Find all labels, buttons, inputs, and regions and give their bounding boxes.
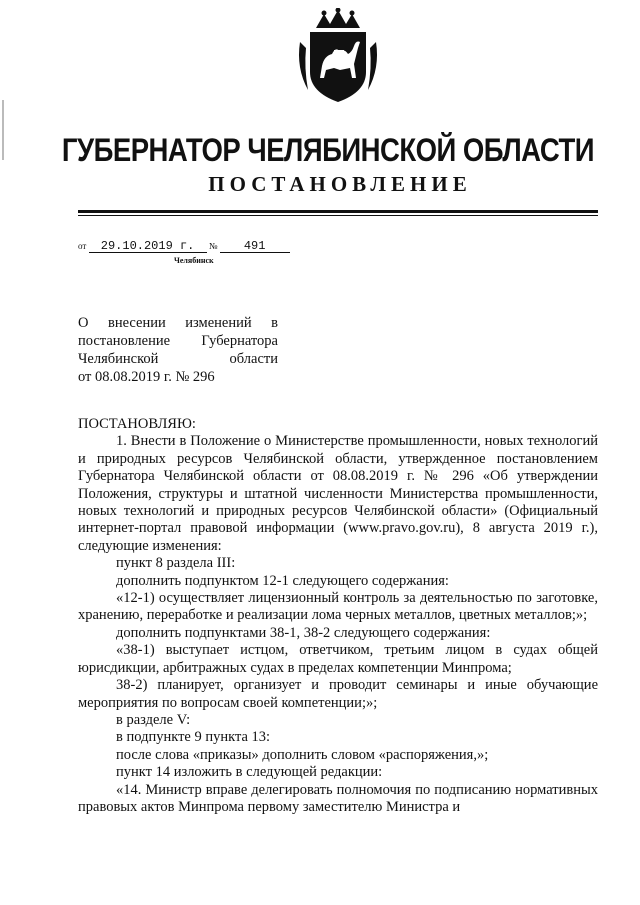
issuer-title: ГУБЕРНАТОР ЧЕЛЯБИНСКОЙ ОБЛАСТИ [61,132,595,168]
body-paragraph: «12-1) осуществляет лицензионный контроль за деятельностью по заготовке, хранению, переработке и реализации лома черных металлов, цветных металлов;»; [78,590,598,624]
decree-date: 29.10.2019 г. [89,240,207,253]
city-label: Челябинск [174,256,214,265]
body-paragraph: пункт 14 изложить в следующей редакции: [116,764,383,781]
subject-line: Челябинской области [78,351,278,367]
scan-margin-mark [2,100,4,160]
from-label: от [78,241,87,251]
document-type: ПОСТАНОВЛЕНИЕ [208,172,472,196]
header-rule-thick [78,210,598,213]
body-paragraph: дополнить подпунктами 38-1, 38-2 следующего содержания: [116,624,491,641]
body-paragraph: «14. Министр вправе делегировать полномочия по подписанию нормативных правовых актов Минпрома первому заместителю Министра и [78,781,598,815]
subject-line: от 08.08.2019 г. № 296 [78,369,215,385]
subject-line: О внесении изменений в [78,315,278,331]
body-paragraph: 38-2) планирует, организует и проводит семинары и иные обучающие мероприятия по вопросам своей компетенции;»; [78,677,598,711]
body-paragraph: после слова «приказы» дополнить словом «распоряжения,»; [116,746,489,763]
body-paragraph: пункт 8 раздела III: [116,555,236,572]
body-paragraph: 1. Внести в Положение о Министерстве промышленности, новых технологий и природных ресурсов Челябинской области, утвержденное постановлением Губернатора Челябинской области от 08.08.2019 г. № 296 «Об утверждении Положения, структуры и штатной численности Министерства промышленности, новых технологий и природных ресурсов Челябинской области» (Официальный интернет-портал правовой информации (www.pravo.gov.ru), 8 августа 2019 г.), следующие изменения: [78,433,598,554]
subject-block [78,314,278,386]
resolve-heading: ПОСТАНОВЛЯЮ: [78,416,196,432]
body-paragraph: в разделе V: [116,711,191,728]
coat-of-arms-icon [294,8,382,106]
decree-body [78,416,598,816]
number-label: № [208,241,218,251]
registration-line [78,240,290,253]
header-rule-thin [78,215,598,216]
body-paragraph: «38-1) выступает истцом, ответчиком, третьим лицом в судах общей юрисдикции, арбитражных судах в пределах компетенции Минпрома; [78,642,598,676]
decree-number: 491 [220,240,290,253]
subject-line: постановление Губернатора [78,333,278,349]
body-paragraph: дополнить подпунктом 12-1 следующего содержания: [116,572,449,589]
body-paragraph: в подпункте 9 пункта 13: [116,729,271,746]
